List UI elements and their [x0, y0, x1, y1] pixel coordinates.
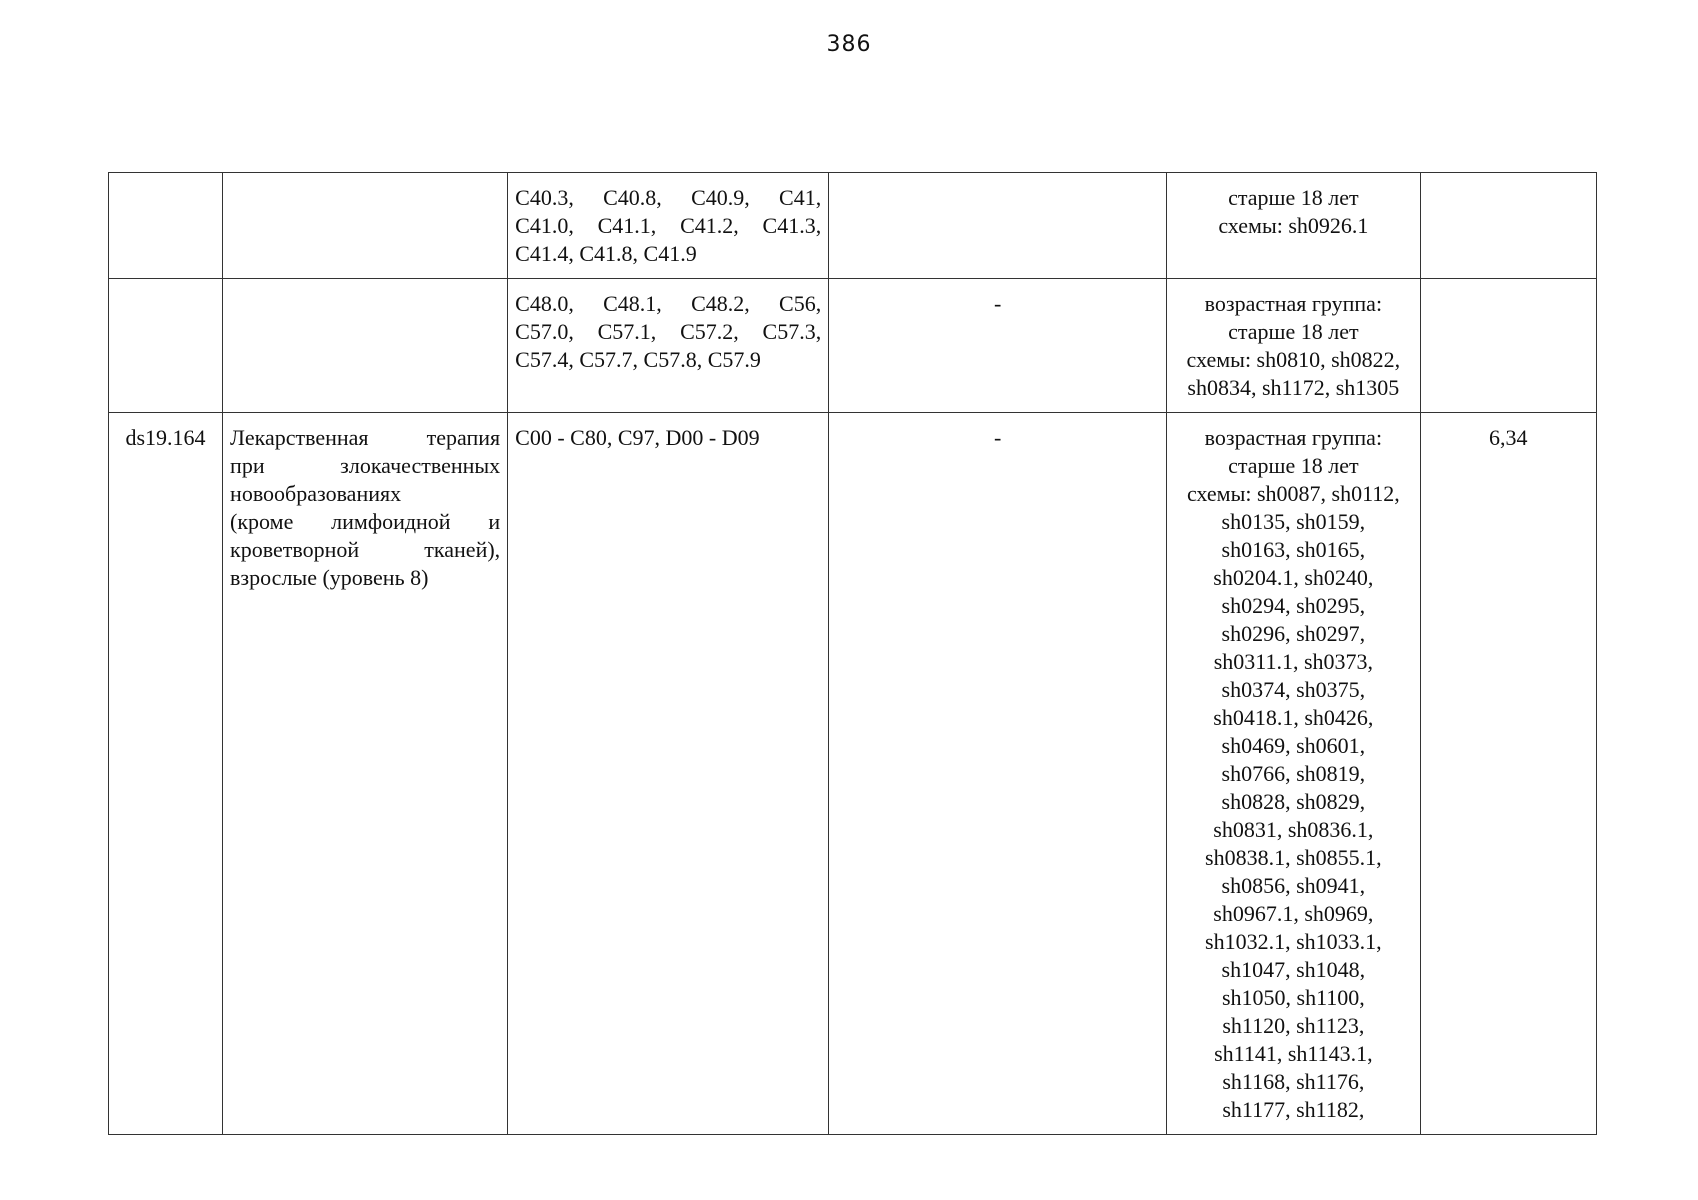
icd-line: C57.0, C57.1, C57.2, C57.3,	[515, 319, 822, 344]
name-line: (кроме лимфоидной и	[230, 509, 501, 534]
cell-additional: -	[829, 413, 1167, 1135]
cell-group-name	[223, 173, 508, 279]
criteria-line: sh0766, sh0819,	[1221, 761, 1366, 786]
cell-criteria	[1167, 279, 1420, 413]
criteria-line: схемы: sh0087, sh0112,	[1186, 481, 1400, 506]
icd-line: C00 - C80, C97, D00 - D09	[515, 425, 760, 450]
cell-group-name	[223, 413, 508, 1135]
cell-group-code	[109, 173, 223, 279]
criteria-line: sh0967.1, sh0969,	[1213, 901, 1374, 926]
tariff-table	[108, 172, 1597, 1135]
criteria-line: sh1047, sh1048,	[1221, 957, 1366, 982]
table-row	[109, 413, 1597, 1135]
criteria-line: sh0831, sh0836.1,	[1213, 817, 1374, 842]
criteria-line: sh1120, sh1123,	[1222, 1013, 1365, 1038]
criteria-line: sh0296, sh0297,	[1221, 621, 1366, 646]
criteria-line: sh0135, sh0159,	[1221, 509, 1366, 534]
cell-criteria	[1167, 413, 1420, 1135]
criteria-line: sh1050, sh1100,	[1221, 985, 1365, 1010]
cell-additional: -	[829, 279, 1167, 413]
page-number: 386	[826, 32, 872, 57]
criteria-line: sh0294, sh0295,	[1221, 593, 1366, 618]
criteria-line: sh1141, sh1143.1,	[1214, 1041, 1373, 1066]
criteria-line: sh0469, sh0601,	[1221, 733, 1366, 758]
icd-line: C48.0, C48.1, C48.2, C56,	[515, 291, 822, 316]
table-row	[109, 173, 1597, 279]
icd-line: C40.3, C40.8, C40.9, C41,	[515, 185, 822, 210]
criteria-line: старше 18 лет	[1228, 319, 1359, 344]
icd-line: C41.0, C41.1, C41.2, C41.3,	[515, 213, 822, 238]
name-line: взрослые (уровень 8)	[230, 565, 429, 590]
criteria-line: sh0204.1, sh0240,	[1213, 565, 1374, 590]
criteria-line: sh0828, sh0829,	[1221, 789, 1366, 814]
criteria-line: старше 18 лет	[1228, 185, 1359, 210]
name-line: при злокачественных	[230, 453, 501, 478]
cell-group-code	[109, 279, 223, 413]
cell-additional	[829, 173, 1167, 279]
criteria-line: sh1168, sh1176,	[1222, 1069, 1365, 1094]
criteria-line: sh0374, sh0375,	[1221, 677, 1366, 702]
criteria-line: возрастная группа:	[1204, 291, 1383, 316]
cell-icd-codes	[508, 173, 829, 279]
cell-group-name	[223, 279, 508, 413]
cell-coefficient	[1420, 173, 1596, 279]
criteria-line: схемы: sh0926.1	[1218, 213, 1369, 238]
name-line: кроветворной тканей),	[230, 537, 501, 562]
cell-icd-codes	[508, 413, 829, 1135]
cell-coefficient	[1420, 279, 1596, 413]
criteria-line: sh0311.1, sh0373,	[1213, 649, 1374, 674]
criteria-line: sh0838.1, sh0855.1,	[1205, 845, 1382, 870]
name-line: новообразованиях	[230, 481, 402, 506]
criteria-line: sh0163, sh0165,	[1221, 537, 1366, 562]
criteria-line: sh1177, sh1182,	[1222, 1097, 1365, 1122]
cell-criteria	[1167, 173, 1420, 279]
criteria-line: sh0856, sh0941,	[1221, 873, 1366, 898]
icd-line: C41.4, C41.8, C41.9	[515, 241, 697, 266]
icd-line: C57.4, C57.7, C57.8, C57.9	[515, 347, 761, 372]
cell-coefficient: 6,34	[1420, 413, 1596, 1135]
criteria-line: sh0834, sh1172, sh1305	[1187, 375, 1400, 400]
criteria-line: возрастная группа:	[1204, 425, 1383, 450]
criteria-line: старше 18 лет	[1228, 453, 1359, 478]
cell-group-code: ds19.164	[109, 413, 223, 1135]
criteria-line: схемы: sh0810, sh0822,	[1186, 347, 1401, 372]
criteria-line: sh1032.1, sh1033.1,	[1205, 929, 1382, 954]
cell-icd-codes	[508, 279, 829, 413]
name-line: Лекарственная терапия	[230, 425, 501, 450]
table-row	[109, 279, 1597, 413]
criteria-line: sh0418.1, sh0426,	[1213, 705, 1374, 730]
